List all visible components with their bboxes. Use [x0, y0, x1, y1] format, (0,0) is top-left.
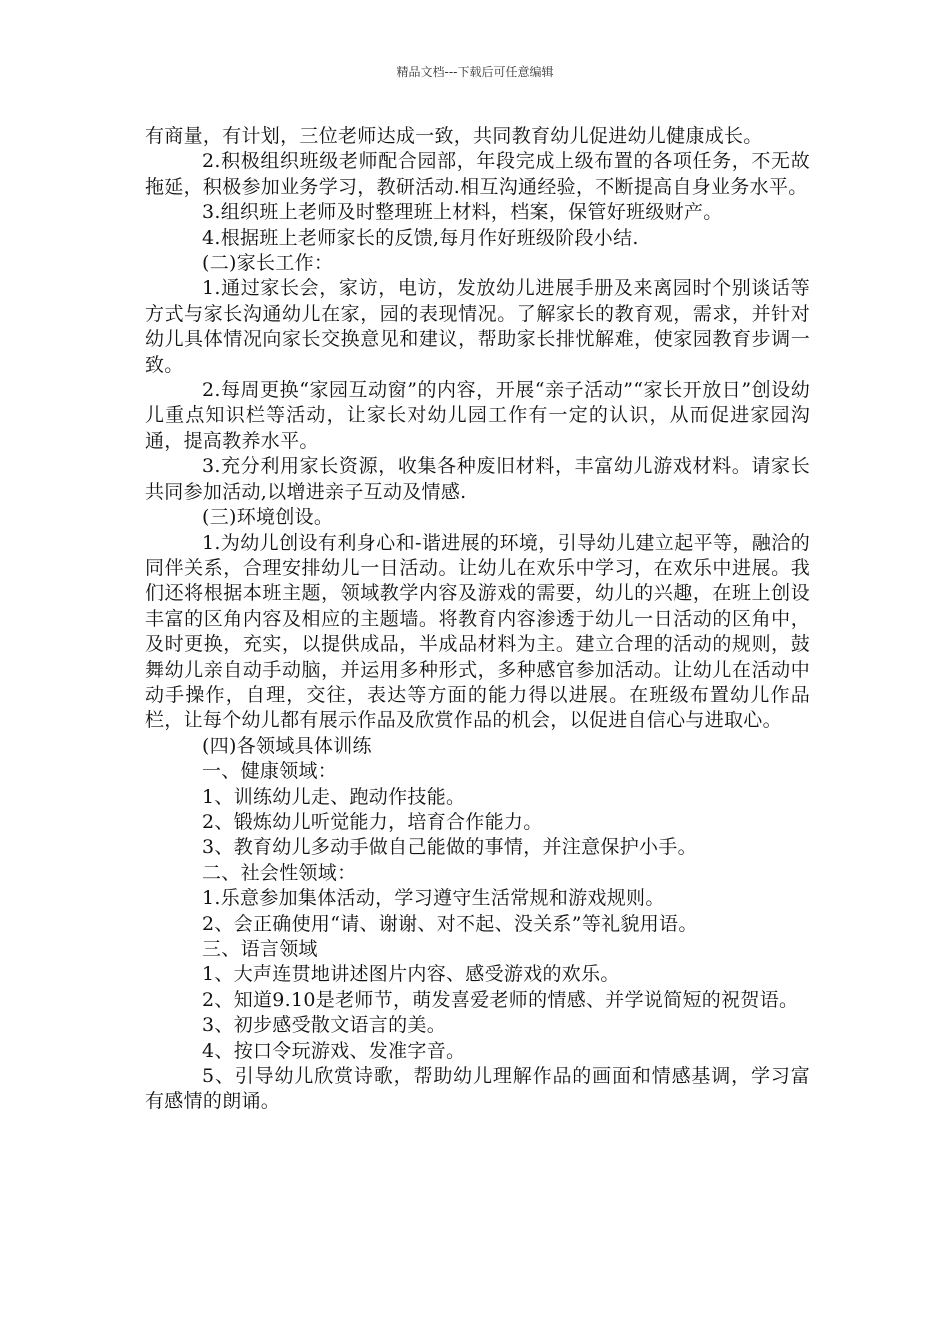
paragraph: 3、初步感受散文语言的美。 — [202, 1014, 446, 1037]
paragraph: (三)环境创设。 — [202, 506, 334, 529]
paragraph: 1.乐意参加集体活动，学习遵守生活常规和游戏规则。 — [202, 887, 665, 910]
paragraph: 三、语言领域 — [202, 938, 318, 960]
paragraph: 2、锻炼幼儿听觉能力，培育合作能力。 — [202, 810, 543, 833]
paragraph: 3、教育幼儿多动手做自己能做的事情，并注意保护小手。 — [202, 836, 697, 859]
paragraph: 1、大声连贯地讲述图片内容、感受游戏的欢乐。 — [202, 963, 620, 986]
paragraph: 5、引导幼儿欣赏诗歌，帮助幼儿理解作品的画面和情感基调，学习富有感情的朗诵。 — [145, 1065, 810, 1113]
paragraph: 3.组织班上老师及时整理班上材料，档案，保管好班级财产。 — [202, 201, 723, 224]
paragraph: 一、健康领域： — [202, 760, 338, 783]
paragraph: 有商量，有计划，三位老师达成一致，共同教育幼儿促进幼儿健康成长。 — [145, 125, 763, 147]
paragraph: 3.充分利用家长资源，收集各种废旧材料，丰富幼儿游戏材料。请家长共同参加活动,以增进亲子互动及情感. — [145, 455, 810, 503]
paragraph: 1.通过家长会，家访，电访，发放幼儿进展手册及来离园时个别谈话等方式与家长沟通幼儿在家，园的表现情况。了解家长的教育观，需求，并针对幼儿具体情况向家长交换意见和建议，帮助家长排忧解难，使家园教育步调一致。 — [145, 277, 810, 376]
paragraph: 4.根据班上老师家长的反馈,每月作好班级阶段小结. — [202, 226, 639, 249]
paragraph: (二)家长工作： — [202, 252, 334, 275]
document-body — [145, 124, 810, 1115]
paragraph: (四)各领域具体训练 — [202, 734, 372, 757]
paragraph: 2、知道9.10是老师节，萌发喜爱老师的情感、并学说简短的祝贺语。 — [202, 988, 799, 1011]
paragraph: 2、会正确使用“请、谢谢、对不起、没关系”等礼貌用语。 — [202, 912, 698, 935]
paragraph: 2.积极组织班级老师配合园部，年段完成上级布置的各项任务，不无故拖延，积极参加业务学习，教研活动.相互沟通经验，不断提高自身业务水平。 — [145, 150, 810, 198]
paragraph: 二、社会性领域： — [202, 861, 357, 884]
paragraph: 1、训练幼儿走、跑动作技能。 — [202, 785, 466, 808]
page-header: 精品文档---下载后可任意编辑 — [396, 65, 554, 79]
paragraph: 1.为幼儿创设有利身心和-谐进展的环境，引导幼儿建立起平等，融洽的同伴关系，合理安排幼儿一日活动。让幼儿在欢乐中学习，在欢乐中进展。我们还将根据本班主题，领域教学内容及游戏的需要，幼儿的兴趣，在班上创设丰富的区角内容及相应的主题墙。将教育内容渗透于幼儿一日活动的区角中，及时更换，充实，以提供成品，半成品材料为主。建立合理的活动的规则，鼓舞幼儿亲自动手动脑，并运用多种形式，多种感官参加活动。让幼儿在活动中动手操作，自理，交往，表达等方面的能力得以进展。在班级布置幼儿作品栏，让每个幼儿都有展示作品及欣赏作品的机会，以促进自信心与进取心。 — [145, 531, 810, 732]
paragraph: 2.每周更换“家园互动窗”的内容，开展“亲子活动”“家长开放日”创设幼儿重点知识栏等活动，让家长对幼儿园工作有一定的认识，从而促进家园沟通，提高教养水平。 — [145, 379, 810, 452]
paragraph: 4、按口令玩游戏、发准字音。 — [202, 1039, 466, 1062]
